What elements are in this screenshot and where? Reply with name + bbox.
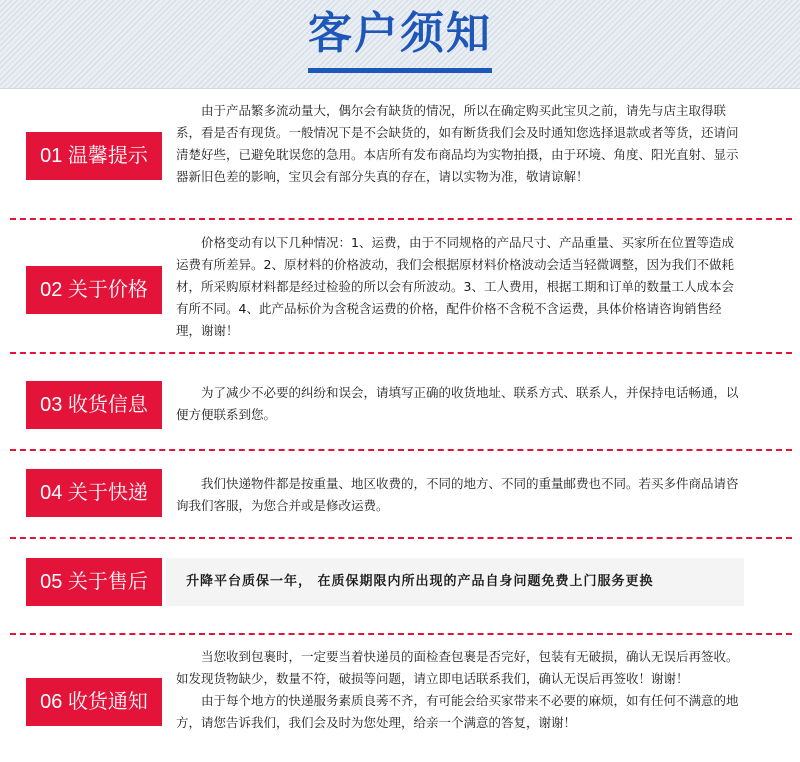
section-divider	[10, 633, 792, 635]
section-text-receiving-info	[176, 382, 742, 426]
section-text-price	[176, 232, 742, 342]
page-header	[0, 0, 800, 89]
section-divider	[10, 218, 792, 220]
section-label-after-sales: 05 关于售后	[26, 558, 162, 606]
page-title: 客户须知	[308, 8, 492, 59]
paragraph: 为了减少不必要的纠纷和误会，请填写正确的收货地址、联系方式、联系人，并保持电话畅通，以便方便联系到您。	[176, 385, 739, 422]
title-underline	[308, 68, 492, 73]
section-label-receipt-notice: 06 收货通知	[26, 678, 162, 726]
section-divider	[10, 449, 792, 451]
paragraph: 当您收到包裹时，一定要当着快递员的面检查包裹是否完好，包装有无破损，确认无误后再签收。如发现货物缺少，数量不符，破损等问题，请立即电话联系我们，确认无误后再签收！谢谢！	[176, 649, 739, 686]
section-divider	[10, 537, 792, 539]
section-label-price: 02 关于价格	[26, 266, 162, 314]
paragraph: 价格变动有以下几种情况：1、运费，由于不同规格的产品尺寸、产品重量、买家所在位置等造成运费有所差异。2、原材料的价格波动，我们会根据原材料价格波动会适当轻微调整，因为我们不做耗材，所采购原材料都是经过检验的所以会有所波动。3、工人费用，根据工期和订单的数量工人成本会有所不同。4、此产品标价为含税含运费的价格，配件价格不含税不含运费，具体价格请咨询销售经理，谢谢！	[176, 235, 734, 338]
section-text-tips	[176, 100, 742, 188]
section-label-delivery: 04 关于快递	[26, 469, 162, 517]
paragraph: 我们快递物件都是按重量、地区收费的，不同的地方、不同的重量邮费也不同。若买多件商品请咨询我们客服，为您合并或是修改运费。	[176, 476, 739, 513]
paragraph: 由于每个地方的快递服务素质良莠不齐，有可能会给买家带来不必要的麻烦，如有任何不满意的地方，请您告诉我们，我们会及时为您处理，给亲一个满意的答复，谢谢！	[176, 693, 739, 730]
section-label-tips: 01 温馨提示	[26, 132, 162, 180]
section-divider	[10, 352, 792, 354]
paragraph: 由于产品繁多流动量大，偶尔会有缺货的情况，所以在确定购买此宝贝之前，请先与店主取得联系，看是否有现货。一般情况下是不会缺货的，如有断货我们会及时通知您选择退款或者等货，还请问清楚好些，已避免耽误您的急用。本店所有发布商品均为实物拍摄，由于环境、角度、阳光直射、显示器新旧色差的影响，宝贝会有部分失真的存在，请以实物为准，敬请谅解！	[176, 103, 739, 184]
section-label-receiving-info: 03 收货信息	[26, 381, 162, 429]
section-text-after-sales: 升降平台质保一年， 在质保期限内所出现的产品自身问题免费上门服务更换	[186, 574, 654, 589]
section-text-delivery	[176, 473, 742, 517]
section-text-receipt-notice	[176, 646, 742, 734]
